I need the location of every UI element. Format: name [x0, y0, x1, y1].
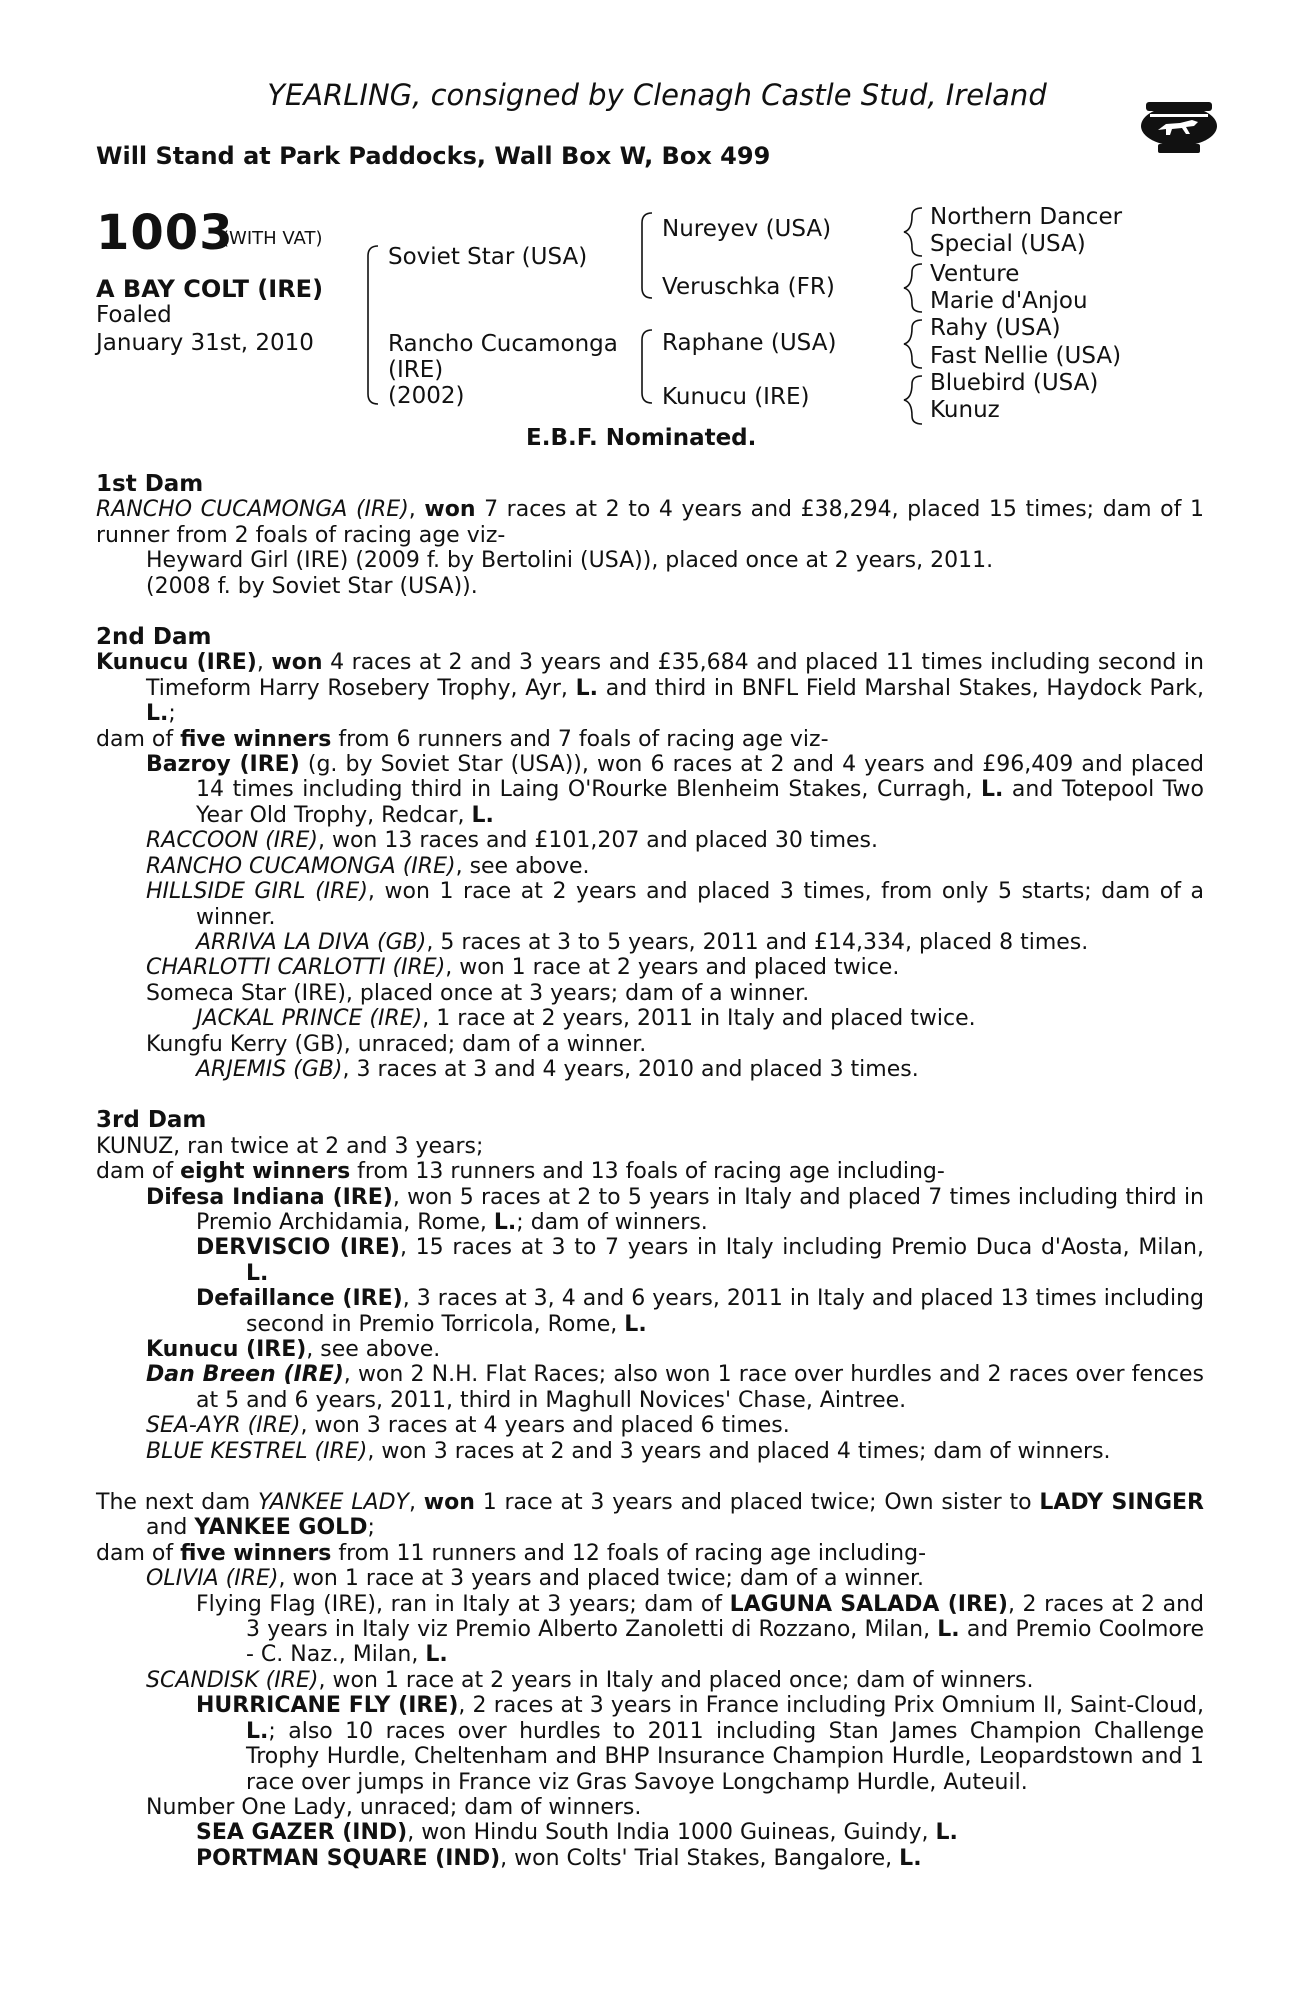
produce-entry: Defaillance (IRE), 3 races at 3, 4 and 6 years, 2011 in Italy and placed 13 times including second in Premio Torricola, Rome, L.: [196, 1286, 1204, 1337]
catalogue-body: [96, 472, 1204, 1871]
produce-entry: Kunucu (IRE), see above.: [146, 1337, 441, 1362]
produce-entry: RACCOON (IRE), won 13 races and £101,207 and placed 30 times.: [146, 828, 878, 854]
pedigree-dam-line3: (2002): [388, 383, 465, 409]
produce-entry: Flying Flag (IRE), ran in Italy at 3 years; dam of LAGUNA SALADA (IRE), 2 races at 2 and 3 years in Italy viz Premio Alberto Zanoletti di Rozzano, Milan, L. and Premio Coolmore - C. Naz., Milan, L.: [196, 1591, 1204, 1668]
ebf-nominated: E.B.F. Nominated.: [526, 425, 757, 451]
lot-number: 1003: [96, 205, 234, 261]
pedigree-dam-line1: Rancho Cucamonga: [388, 331, 618, 357]
produce-entry: BLUE KESTREL (IRE), won 3 races at 2 and 3 years and placed 4 times; dam of winners.: [146, 1438, 1111, 1464]
produce-entry: Bazroy (IRE) (g. by Soviet Star (USA)), won 6 races at 2 and 4 years and £96,409 and placed 14 times including third in Laing O'Rourke Blenheim Stakes, Curragh, L. and Totepool Two Year Old Trophy, Redcar, L.: [146, 752, 1205, 828]
produce-entry: SEA GAZER (IND), won Hindu South India 1000 Guineas, Guindy, L.: [196, 1820, 958, 1846]
produce-entry: JACKAL PRINCE (IRE), 1 race at 2 years, 2011 in Italy and placed twice.: [196, 1006, 976, 1032]
produce-entry: ARRIVA LA DIVA (GB), 5 races at 3 to 5 years, 2011 and £14,334, placed 8 times.: [196, 929, 1089, 955]
third-dam-entry: KUNUZ, ran twice at 2 and 3 years;: [96, 1133, 484, 1159]
produce-entry: SCANDISK (IRE), won 1 race at 2 years in Italy and placed once; dam of winners.: [146, 1667, 1034, 1693]
pedigree-dam-line2: (IRE): [388, 357, 444, 383]
section-heading-2nd-dam: 2nd Dam: [96, 624, 212, 651]
produce-entry: SEA-AYR (IRE), won 3 races at 4 years and placed 6 times.: [146, 1413, 790, 1439]
section-heading-1st-dam: 1st Dam: [96, 471, 204, 497]
pedigree-sdd: Marie d'Anjou: [930, 288, 1088, 314]
produce-entry: RANCHO CUCAMONGA (IRE), see above.: [146, 853, 590, 879]
produce-entry: Difesa Indiana (IRE), won 5 races at 2 to 5 years in Italy and placed 7 times including third in Premio Archidamia, Rome, L.; dam of winners.: [146, 1184, 1204, 1235]
pedigree-ddd: Kunuz: [930, 397, 1000, 423]
vat-note: (WITH VAT): [222, 228, 323, 249]
pedigree-sss: Northern Dancer: [930, 204, 1123, 230]
produce-entry: OLIVIA (IRE), won 1 race at 3 years and placed twice; dam of a winner.: [146, 1566, 925, 1592]
pedigree-dds: Bluebird (USA): [930, 370, 1099, 396]
pedigree-sire-sire: Nureyev (USA): [662, 216, 832, 242]
produce-entry: CHARLOTTI CARLOTTI (IRE), won 1 race at 2 years and placed twice.: [146, 955, 900, 981]
produce-entry: Someca Star (IRE), placed once at 3 years; dam of a winner.: [146, 980, 810, 1006]
produce-summary: dam of eight winners from 13 runners and 13 foals of racing age including-: [96, 1159, 945, 1185]
pedigree-sire: Soviet Star (USA): [388, 244, 588, 270]
produce-entry: DERVISCIO (IRE), 15 races at 3 to 7 years in Italy including Premio Duca d'Aosta, Milan, L.: [196, 1235, 1204, 1286]
page-title: YEARLING, consigned by Clenagh Castle Stud, Ireland: [267, 78, 1047, 112]
pedigree-ssd: Special (USA): [930, 231, 1086, 257]
first-dam-entry: RANCHO CUCAMONGA (IRE), won 7 races at 2 to 4 years and £38,294, placed 15 times; dam of 1 runner from 2 foals of racing age viz-: [96, 497, 1204, 548]
second-dam-entry: Kunucu (IRE), won 4 races at 2 and 3 years and £35,684 and placed 11 times including second in Timeform Harry Rosebery Trophy, Ayr, L. and third in BNFL Field Marshal Stakes, Haydock Park, L.;: [96, 650, 1204, 727]
produce-entry: Kungfu Kerry (GB), unraced; dam of a winner.: [146, 1031, 647, 1057]
produce-summary: dam of five winners from 11 runners and 12 foals of racing age including-: [96, 1540, 927, 1566]
produce-summary: dam of five winners from 6 runners and 7 foals of racing age viz-: [96, 726, 829, 752]
produce-entry: (2008 f. by Soviet Star (USA)).: [146, 573, 478, 599]
pedigree-sds: Venture: [930, 261, 1020, 287]
pedigree-dss: Rahy (USA): [930, 315, 1061, 341]
foaled-date: January 31st, 2010: [96, 330, 314, 356]
produce-entry: HILLSIDE GIRL (IRE), won 1 race at 2 years and placed 3 times, from only 5 starts; dam of a winner.: [146, 879, 1205, 930]
pedigree-dam-sire: Raphane (USA): [662, 330, 837, 356]
pedigree-sire-dam: Veruschka (FR): [662, 274, 835, 300]
pedigree-dsd: Fast Nellie (USA): [930, 343, 1122, 369]
lot-name: A BAY COLT (IRE): [96, 275, 324, 303]
produce-entry: Dan Breen (IRE), won 2 N.H. Flat Races; also won 1 race over hurdles and 2 races over fences at 5 and 6 years, 2011, third in Maghull Novices' Chase, Aintree.: [146, 1362, 1204, 1413]
produce-entry: HURRICANE FLY (IRE), 2 races at 3 years in France including Prix Omnium II, Saint-Cloud, L.; also 10 races over hurdles to 2011 including Stan James Champion Challenge Trophy Hurdle, Cheltenham and BHP Insurance Champion Hurdle, Leopardstown and 1 race over jumps in France viz Gras Savoye Longchamp Hurdle, Auteuil.: [196, 1693, 1204, 1795]
stand-location: Will Stand at Park Paddocks, Wall Box W, Box 499: [96, 142, 771, 170]
produce-entry: Heyward Girl (IRE) (2009 f. by Bertolini (USA)), placed once at 2 years, 2011.: [146, 548, 994, 574]
produce-entry: PORTMAN SQUARE (IND), won Colts' Trial Stakes, Bangalore, L.: [196, 1845, 922, 1871]
pedigree-dam-dam: Kunucu (IRE): [662, 384, 810, 410]
foaled-label: Foaled: [96, 302, 172, 328]
produce-entry: ARJEMIS (GB), 3 races at 3 and 4 years, 2010 and placed 3 times.: [196, 1056, 919, 1082]
next-dam-entry: The next dam YANKEE LADY, won 1 race at 3 years and placed twice; Own sister to LADY SINGER and YANKEE GOLD;: [96, 1490, 1204, 1541]
produce-entry: Number One Lady, unraced; dam of winners.: [146, 1794, 642, 1820]
section-heading-3rd-dam: 3rd Dam: [96, 1107, 207, 1134]
